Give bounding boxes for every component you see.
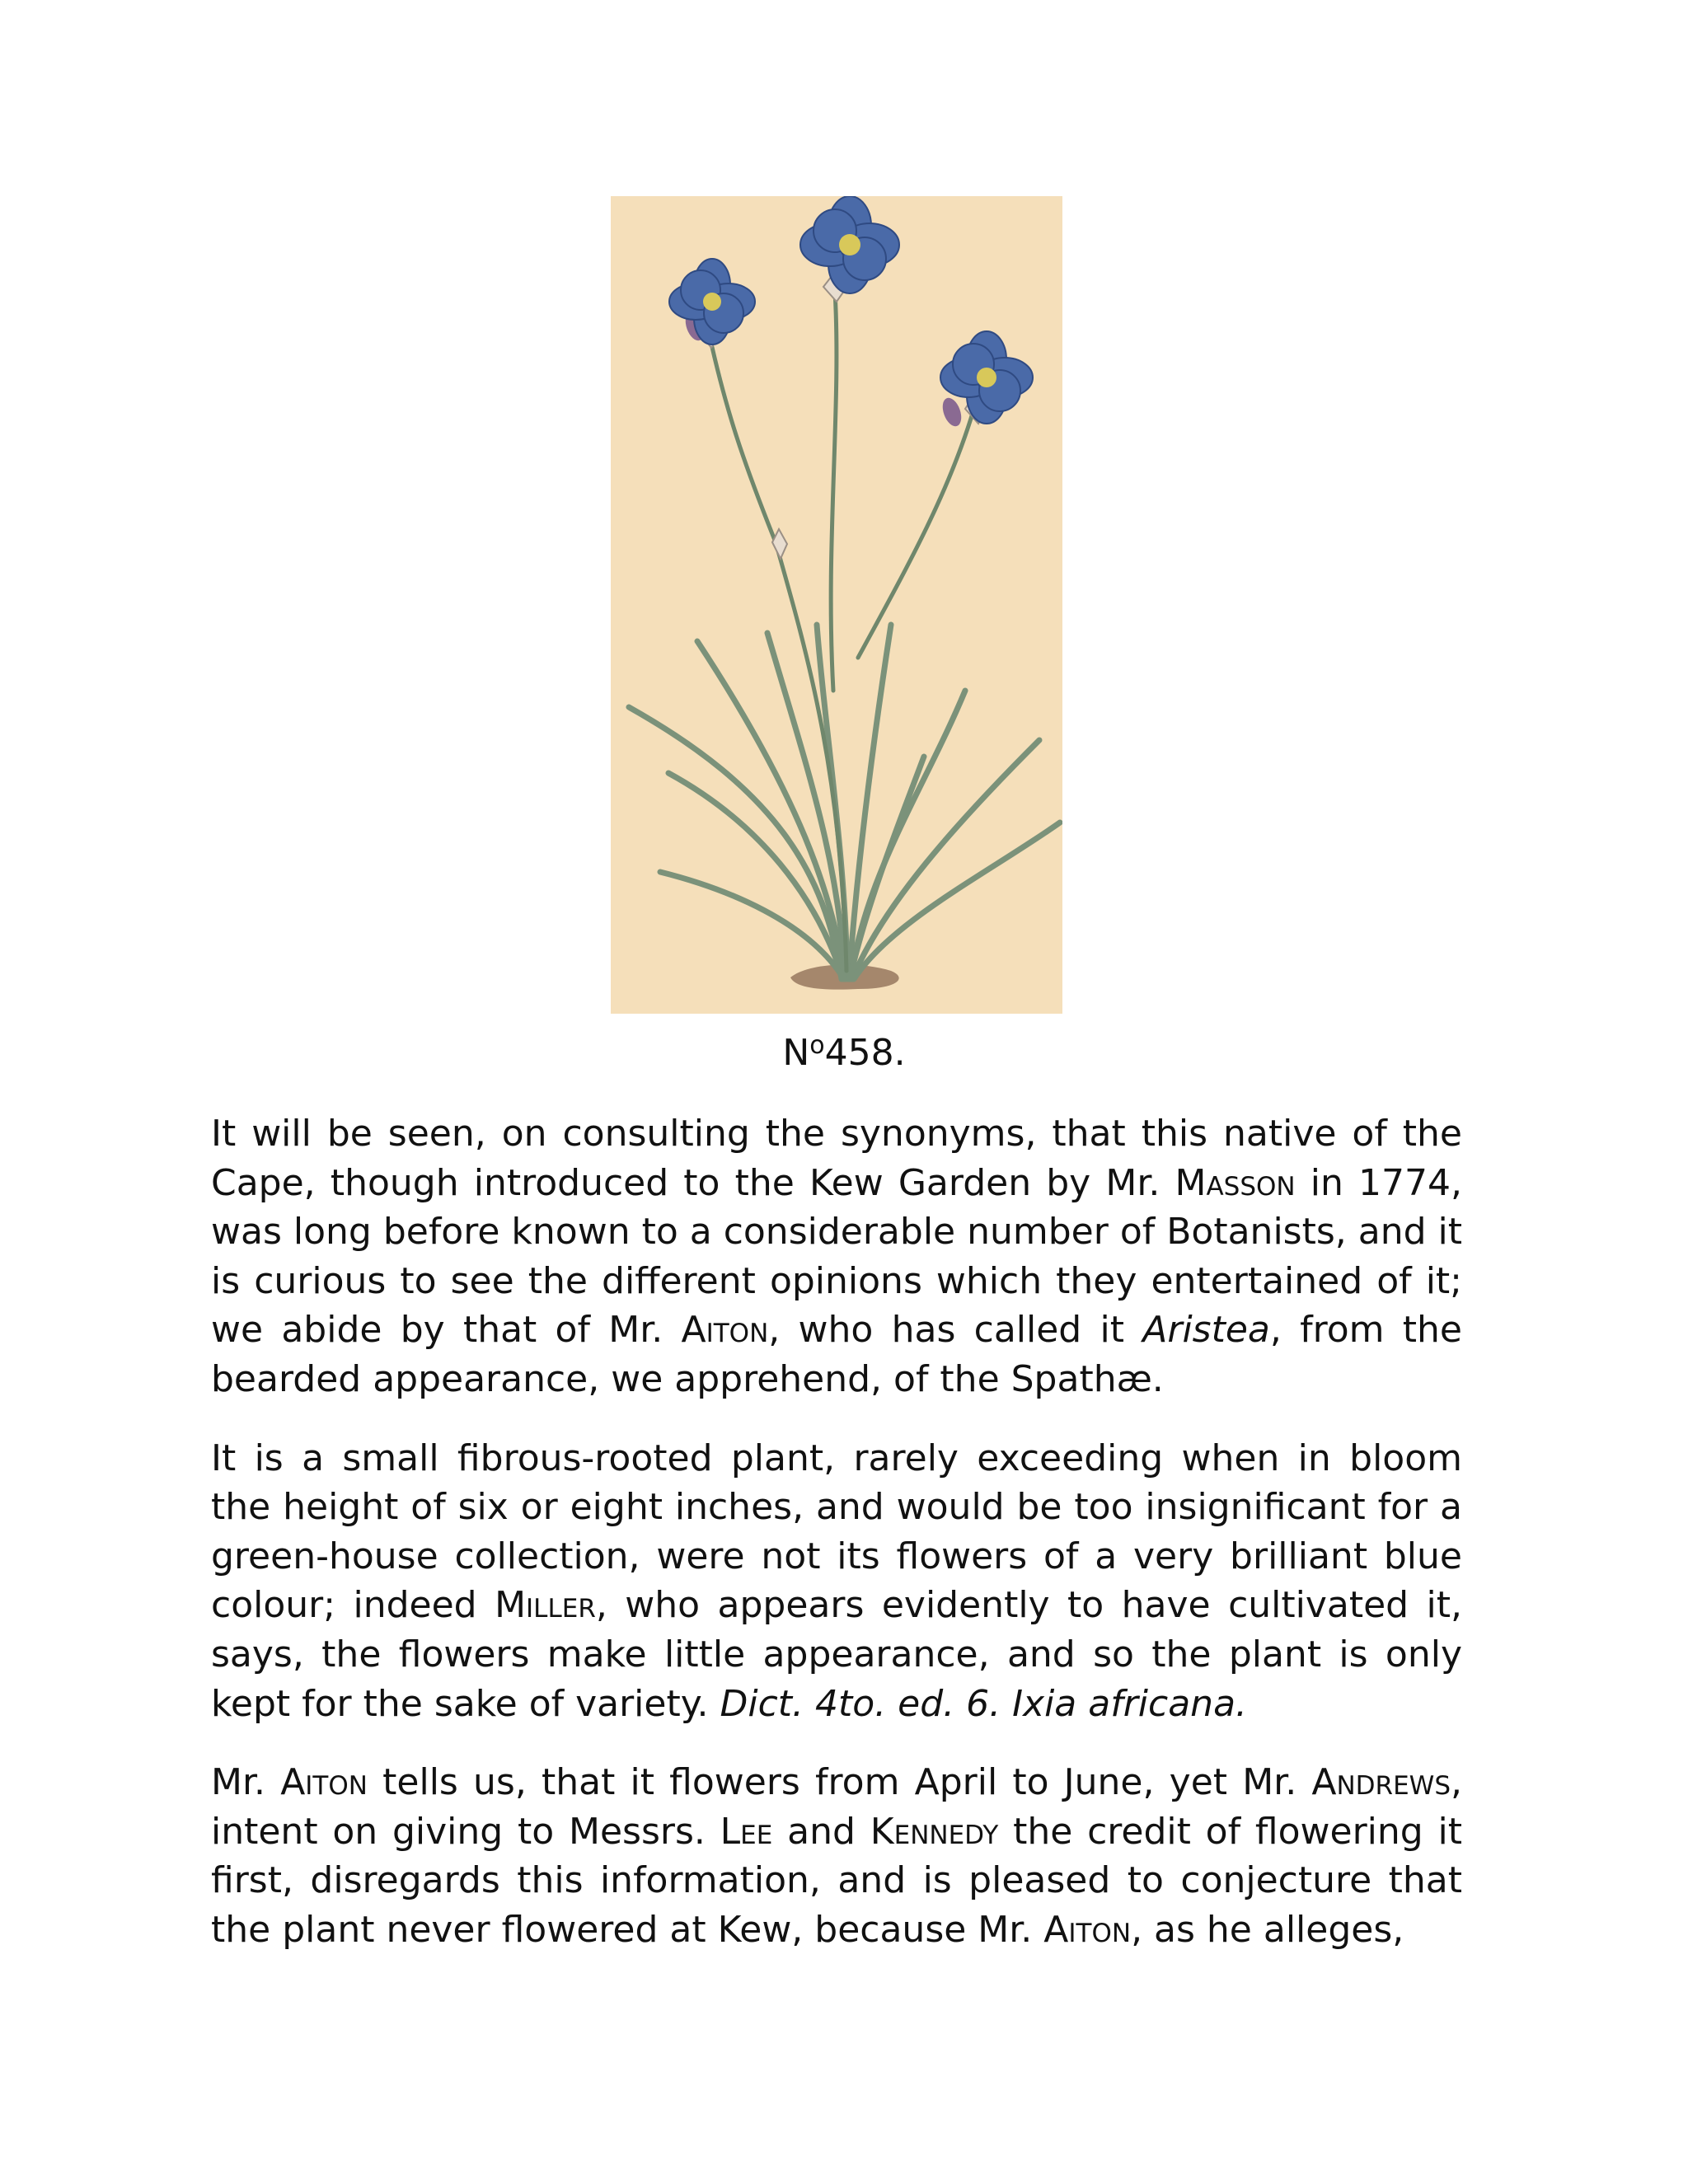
text-run: , intent on giving to Messrs.	[211, 1761, 1462, 1853]
name-small-caps: Aiton	[681, 1309, 769, 1352]
plate-number	[0, 1029, 1688, 1078]
italic-text: Dict. 4to. ed. 6. Ixia africana.	[720, 1682, 1248, 1725]
botanical-plate-image	[611, 196, 1062, 1014]
paragraph-3	[211, 1758, 1462, 1954]
name-small-caps: Miller	[495, 1584, 596, 1627]
name-small-caps: Aiton	[1043, 1908, 1132, 1951]
text-run: , who appears evidently to have cultivated it, says, the flowers make little appearance, and so the plant is only kept for the sake of variety.	[211, 1584, 1463, 1725]
name-small-caps: Masson	[1175, 1161, 1296, 1204]
name-small-caps: Aiton	[280, 1761, 368, 1804]
plate-number-prefix: N	[782, 1032, 810, 1074]
name-small-caps: Lee	[720, 1810, 773, 1853]
italic-text: Aristea	[1142, 1309, 1270, 1352]
text-run: the credit of flowering it first, disregards this information, and is pleased to conjecture that the plant never flowered at Kew, because Mr.	[211, 1810, 1462, 1951]
text-run: in 1774, was long before known to a considerable number of Botanists, and it is curious to see the different opinions which they entertained of it; we abide by that of Mr.	[211, 1161, 1462, 1352]
plate-number-value: 458.	[824, 1032, 906, 1074]
name-small-caps: Andrews	[1311, 1761, 1451, 1804]
text-run: , from the bearded appearance, we apprehend, of the Spathæ.	[211, 1309, 1462, 1400]
text-run: and	[772, 1810, 870, 1853]
aristea-illustration	[611, 196, 1062, 1014]
body-text	[211, 1109, 1462, 1985]
text-run: , who has called it	[768, 1309, 1143, 1352]
text-run: Mr.	[211, 1761, 281, 1804]
paragraph-2	[211, 1434, 1462, 1729]
text-run: , as he alleges,	[1131, 1908, 1404, 1951]
text-run: It will be seen, on consulting the synonyms, that this native of the Cape, though introduced to the Kew Garden by Mr.	[211, 1113, 1462, 1204]
plate-number-superscript: o	[809, 1031, 825, 1060]
name-small-caps: Kennedy	[870, 1810, 999, 1853]
paragraph-1	[211, 1109, 1462, 1404]
text-run: It is a small fibrous-rooted plant, rarely exceeding when in bloom the height of six or eight inches, and would be too insignificant for a green-house collection, were not its flowers of a very brilliant blue colour; indeed	[211, 1436, 1462, 1627]
text-run: tells us, that it flowers from April to June, yet Mr.	[367, 1761, 1312, 1804]
